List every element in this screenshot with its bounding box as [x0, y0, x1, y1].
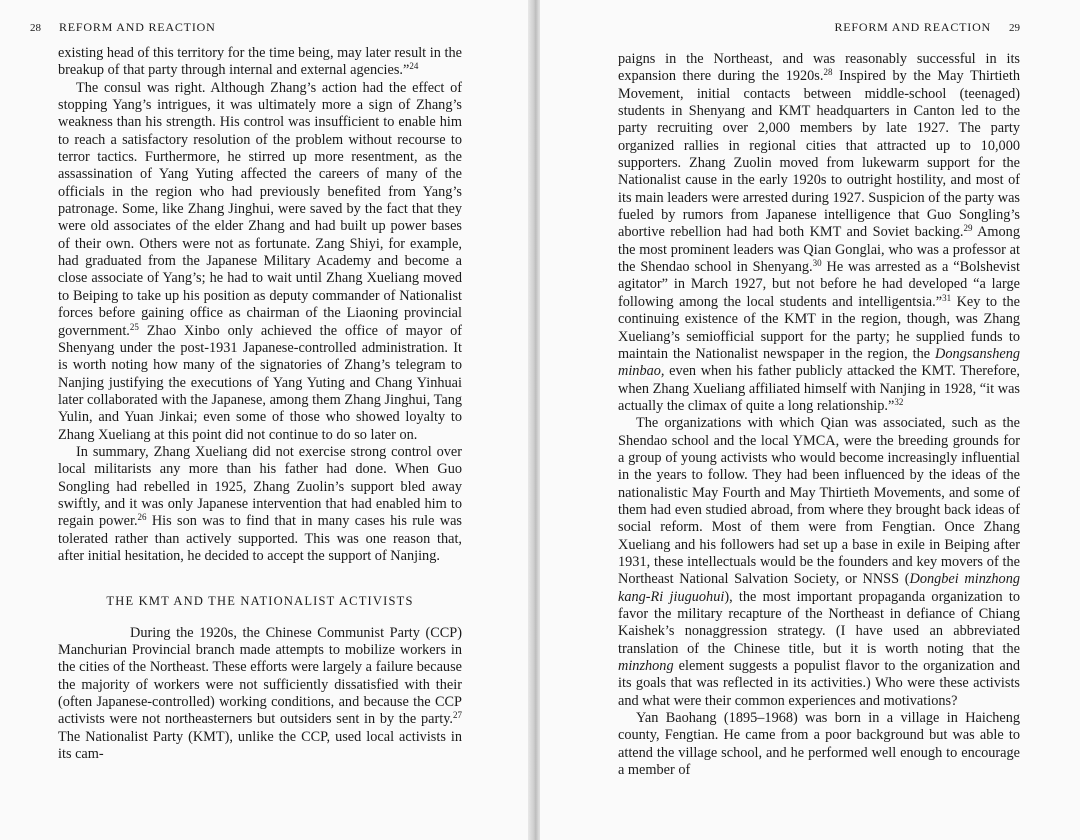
footnote-marker: 26	[137, 512, 147, 523]
paragraph-text: The organizations with which Qian was associated, such as the Shendao school and the local YMCA, were the breeding grounds for a group of young activists who would become increasingly influential in the years to follow. They had been influenced by the ideas of the nationalistic May Fourth and May Thirtieth Movements, and some of them had even studied abroad, from where they brought back ideas of social reform. Most of them were from Fengtian. Once Zhang Xueliang and his followers had set up a base in exile in Beiping after 1931, these intellectuals would be the founders and key movers of the Northeast National Salvation Society, or NNSS (	[618, 415, 1020, 588]
paragraph-text: The consul was right. Although Zhang’s action had the effect of stopping Yang’s intrigues, it was ultimately more a sign of Zhang’s weakness than his strength. His control was insufficient to enable him to reach a satisfactory resolution of the problem without recourse to terror tactics. Furthermore, he stirred up more resentment, as the assassination of Yang Yuting affected the careers of many of the officials in the region who had previously benefited from Yang’s patronage. Some, like Zhang Jinghui, were saved by the fact that they were old associates of the elder Zhang and had built up power bases of their own. Others were not as fortunate. Zang Shiyi, for example, had graduated from the Japanese Military Academy and become a close associate of Yang’s; he had to wait until Zhang Xueliang moved to Beiping to take up his position as deputy commander of Nationalist forces before gaining office as chairman of the Liaoning provincial government.	[58, 79, 462, 339]
footnote-marker: 30	[812, 258, 822, 269]
paragraph-text: ), the most important propaganda organization to favor the military recapture of the Northeast in defiance of Chiang Kaishek’s nonaggression strategy. (I have used an abbreviated translation of the Chinese title, but it is worth noting that the	[618, 588, 1020, 657]
right-paragraph-2	[618, 415, 1020, 710]
right-body-text	[618, 51, 1020, 779]
section-first-paragraph	[58, 625, 462, 764]
left-paragraph-1	[58, 45, 462, 80]
paragraph-text: Among the most prominent leaders was Qian Gonglai, who was a professor at the Shendao school in Shenyang.	[618, 224, 1020, 276]
footnote-marker: 24	[409, 61, 419, 72]
right-paragraph-3: Yan Baohang (1895–1968) was born in a village in Haicheng county, Fengtian. He came from a poor background but was able to attend the village school, and he performed well enough to encourage a member of	[618, 710, 1020, 779]
italic-term: minzhong	[618, 658, 674, 675]
footnote-marker: 25	[129, 321, 139, 332]
footnote-marker: 31	[942, 292, 952, 303]
left-page	[0, 0, 532, 840]
paragraph-text: During the 1920s, the Chinese Communist Party (CCP) Manchurian Provincial branch made attempts to mobilize workers in the cities of the Northeast. These efforts were largely a failure because the majority of workers were not sufficiently dissatisfied with their (often Japanese-controlled) working conditions, and because the CCP activists were not northeasterners but outsiders sent in by the party.	[58, 624, 462, 728]
left-running-header	[30, 20, 216, 35]
right-running-head: REFORM AND REACTION	[834, 20, 991, 34]
footnote-marker: 27	[453, 710, 462, 721]
left-running-head: REFORM AND REACTION	[59, 20, 216, 34]
right-running-header	[834, 20, 1020, 35]
paragraph-text: existing head of this territory for the time being, may later result in the breakup of that party through internal and external agencies.”	[58, 45, 462, 79]
italic-title: Dongsansheng minbao,	[618, 345, 1020, 380]
left-paragraph-3	[58, 444, 462, 565]
footnote-marker: 32	[894, 396, 904, 407]
left-paragraph-2	[58, 80, 462, 444]
section-heading: THE KMT AND THE NATIONALIST ACTIVISTS	[106, 594, 414, 609]
paragraph-text: He was arrested as a “Bolshevist agitator” in March 1927, but not before he had developed “a large following among the local students and intelligentsia.”	[618, 259, 1020, 310]
paragraph-text: Inspired by the May Thirtieth Movement, initial contacts between middle-school (teenaged) students in Shenyang and KMT headquarters in Canton led to the party recruiting over 2,000 members by late 1927. The party organized rallies in regional cities that attracted up to 10,000 supporters. Zhang Zuolin moved from lukewarm support for the Nationalist cause in the early 1920s to outright hostility, and most of its main leaders were arrested during 1927. Suspicion of the party was fueled by rumors from Japanese intelligence that Guo Songling’s abortive rebellion had had both KMT and Soviet backing.	[618, 68, 1020, 241]
paragraph-text: Zhao Xinbo only achieved the office of mayor of Shenyang under the post-1931 Japanese-controlled administration. It is worth noting how many of the signatories of Zhang’s telegram to Nanjing justifying the executions of Yang Yuting and Chang Yinhuai later collaborated with the Japanese, among them Zhang Jinghui, Tang Yulin, and Yuan Jinkai; even some of those who showed loyalty to Zhang Xueliang at this point did not continue to do so later on.	[58, 322, 462, 443]
paragraph-text: paigns in the Northeast, and was reasonably successful in its expansion there during the 1920s.	[618, 51, 1020, 85]
right-page	[540, 0, 1080, 840]
paragraph-text: even when his father publicly attacked the KMT. Therefore, when Zhang Xueliang affiliated himself with Nanjing in 1928, “it was actually the climax of quite a long relationship.”	[618, 363, 1020, 414]
footnote-marker: 29	[963, 223, 973, 234]
paragraph-text: In summary, Zhang Xueliang did not exercise strong control over local militarists any more than his father had done. When Guo Songling had rebelled in 1925, Zhang Zuolin’s support bled away swiftly, and it was only Japanese intervention that had enabled him to regain power.	[58, 443, 462, 530]
paragraph-text: The Nationalist Party (KMT), unlike the CCP, used local activists in its cam-	[58, 728, 462, 763]
left-body-text	[58, 45, 462, 763]
left-page-number: 28	[30, 22, 41, 34]
paragraph-text: His son was to find that in many cases his rule was tolerated rather than actively supported. This was one reason that, after initial hesitation, he decided to accept the support of Nanjing.	[58, 513, 462, 564]
right-paragraph-1	[618, 51, 1020, 415]
paragraph-text: Key to the continuing existence of the KMT in the region, though, was Zhang Xueliang’s semiofficial support for the party; he supplied funds to maintain the Nationalist newspaper in the region, the	[618, 293, 1020, 362]
italic-term: Dongbei minzhong kang-Ri jiuguohui	[618, 571, 1020, 605]
paragraph-text: element suggests a populist flavor to the organization and its goals that was reflected in its activities.) Who were these activists and what were their common experiences and motivations?	[618, 658, 1020, 709]
footnote-marker: 28	[823, 67, 833, 78]
right-page-number: 29	[1009, 22, 1020, 34]
